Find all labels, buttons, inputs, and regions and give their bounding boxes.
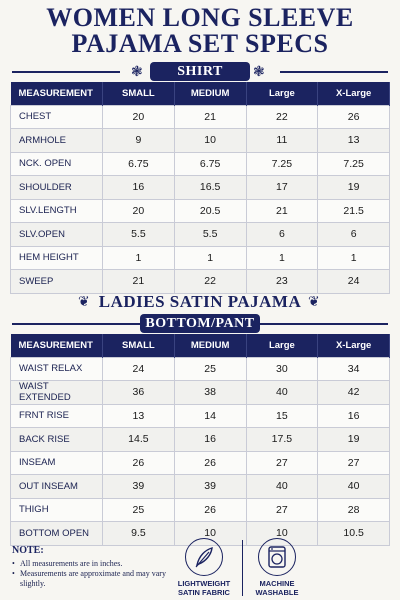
measurement-value: 38 <box>174 381 246 405</box>
table-row <box>11 381 390 405</box>
measurement-value: 39 <box>103 475 175 499</box>
measurement-value: 19 <box>318 176 390 200</box>
divider-line-right <box>260 323 388 325</box>
measurement-value: 21 <box>174 105 246 129</box>
measurement-value: 16 <box>103 176 175 200</box>
table-row <box>11 475 390 499</box>
measurement-label: SHOULDER <box>11 176 103 200</box>
table-row <box>11 105 390 129</box>
measurement-label: CHEST <box>11 105 103 129</box>
measurement-value: 21 <box>246 199 318 223</box>
measurement-value: 14 <box>174 404 246 428</box>
measurement-label: HEM HEIGHT <box>11 246 103 270</box>
measurement-value: 22 <box>174 270 246 294</box>
pant-section-header <box>0 314 400 334</box>
measurement-value: 20.5 <box>174 199 246 223</box>
measurement-label: ARMHOLE <box>11 129 103 153</box>
measurement-value: 1 <box>246 246 318 270</box>
column-header-measurement: MEASUREMENT <box>11 82 103 105</box>
measurement-value: 26 <box>103 451 175 475</box>
measurement-value: 5.5 <box>103 223 175 247</box>
measurement-value: 7.25 <box>246 152 318 176</box>
measurement-value: 39 <box>174 475 246 499</box>
column-header-size: X-Large <box>318 334 390 357</box>
measurement-value: 25 <box>103 498 175 522</box>
measurement-value: 27 <box>246 451 318 475</box>
column-header-size: Large <box>246 334 318 357</box>
column-header-size: SMALL <box>103 334 175 357</box>
measurement-value: 14.5 <box>103 428 175 452</box>
measurement-value: 9.5 <box>103 522 175 546</box>
measurement-label: SLV.LENGTH <box>11 199 103 223</box>
table-row <box>11 270 390 294</box>
measurement-value: 26 <box>318 105 390 129</box>
measurement-value: 17.5 <box>246 428 318 452</box>
table-row <box>11 404 390 428</box>
measurement-value: 16.5 <box>174 176 246 200</box>
column-header-size: X-Large <box>318 82 390 105</box>
measurement-value: 6 <box>246 223 318 247</box>
measurement-value: 6.75 <box>174 152 246 176</box>
measurement-value: 34 <box>318 357 390 381</box>
washing-machine-icon <box>258 538 296 576</box>
measurement-label: WAIST EXTENDED <box>11 381 103 405</box>
measurement-value: 27 <box>246 498 318 522</box>
measurement-label: BACK RISE <box>11 428 103 452</box>
measurement-value: 20 <box>103 199 175 223</box>
care-label-line2: WASHABLE <box>255 588 299 597</box>
measurement-value: 6.75 <box>103 152 175 176</box>
divider-line-right <box>280 71 388 73</box>
pajama-subtitle: LADIES SATIN PAJAMA <box>98 292 302 311</box>
measurement-value: 21.5 <box>318 199 390 223</box>
table-row <box>11 498 390 522</box>
measurement-label: NCK. OPEN <box>11 152 103 176</box>
table-row <box>11 223 390 247</box>
shirt-spec-table <box>10 82 390 294</box>
divider-line-left <box>12 323 140 325</box>
measurement-value: 10 <box>174 522 246 546</box>
measurement-value: 10.5 <box>318 522 390 546</box>
measurement-value: 16 <box>174 428 246 452</box>
measurement-value: 20 <box>103 105 175 129</box>
measurement-value: 9 <box>103 129 175 153</box>
notes-box <box>12 545 182 589</box>
pajama-spec-table <box>10 334 390 546</box>
page-title-line1: WOMEN LONG SLEEVE <box>46 3 354 32</box>
care-label-line1: MACHINE <box>259 579 295 588</box>
measurement-value: 36 <box>103 381 175 405</box>
care-badge-fabric <box>168 538 240 597</box>
column-header-size: MEDIUM <box>174 82 246 105</box>
measurement-label: OUT INSEAM <box>11 475 103 499</box>
measurement-value: 1 <box>174 246 246 270</box>
table-row <box>11 199 390 223</box>
column-header-size: Large <box>246 82 318 105</box>
shirt-section-header <box>0 62 400 82</box>
measurement-label: BOTTOM OPEN <box>11 522 103 546</box>
care-badge-washing <box>241 538 313 597</box>
measurement-value: 17 <box>246 176 318 200</box>
note-item: • All measurements are in inches. <box>12 559 182 569</box>
measurement-label: THIGH <box>11 498 103 522</box>
divider-line-left <box>12 71 120 73</box>
measurement-value: 21 <box>103 270 175 294</box>
measurement-value: 30 <box>246 357 318 381</box>
column-header-size: SMALL <box>103 82 175 105</box>
measurement-label: FRNT RISE <box>11 404 103 428</box>
measurement-value: 26 <box>174 498 246 522</box>
measurement-value: 1 <box>318 246 390 270</box>
leaf-ornament-icon: ❦ <box>78 293 90 309</box>
leaf-ornament-icon: ❦ <box>308 293 320 309</box>
measurement-value: 10 <box>174 129 246 153</box>
measurement-value: 19 <box>318 428 390 452</box>
pant-section-label: BOTTOM/PANT <box>140 314 260 333</box>
snowflake-ornament-icon: ❃ <box>253 63 265 79</box>
measurement-value: 13 <box>103 404 175 428</box>
column-header-size: MEDIUM <box>174 334 246 357</box>
page-title-line2: PAJAMA SET SPECS <box>71 29 329 58</box>
shirt-section-label: SHIRT <box>150 62 250 81</box>
measurement-value: 7.25 <box>318 152 390 176</box>
measurement-value: 6 <box>318 223 390 247</box>
measurement-value: 13 <box>318 129 390 153</box>
measurement-label: SWEEP <box>11 270 103 294</box>
table-header-row <box>11 82 390 105</box>
care-label-line1: LIGHTWEIGHT <box>177 579 231 588</box>
table-row <box>11 357 390 381</box>
measurement-value: 24 <box>103 357 175 381</box>
measurement-value: 25 <box>174 357 246 381</box>
table-row <box>11 129 390 153</box>
feather-icon <box>185 538 223 576</box>
table-row <box>11 176 390 200</box>
snowflake-ornament-icon: ❃ <box>131 63 143 79</box>
measurement-label: SLV.OPEN <box>11 223 103 247</box>
table-header-row <box>11 334 390 357</box>
measurement-value: 40 <box>246 381 318 405</box>
notes-title: NOTE: <box>12 545 44 556</box>
measurement-value: 15 <box>246 404 318 428</box>
measurement-value: 40 <box>246 475 318 499</box>
table-row <box>11 152 390 176</box>
column-header-measurement: MEASUREMENT <box>11 334 103 357</box>
measurement-value: 42 <box>318 381 390 405</box>
table-row <box>11 428 390 452</box>
measurement-label: WAIST RELAX <box>11 357 103 381</box>
measurement-value: 23 <box>246 270 318 294</box>
measurement-value: 10 <box>246 522 318 546</box>
measurement-value: 24 <box>318 270 390 294</box>
table-row <box>11 246 390 270</box>
measurement-value: 26 <box>174 451 246 475</box>
measurement-value: 40 <box>318 475 390 499</box>
note-item: • Measurements are approximate and may vary slightly. <box>12 569 182 589</box>
measurement-label: INSEAM <box>11 451 103 475</box>
measurement-value: 16 <box>318 404 390 428</box>
measurement-value: 28 <box>318 498 390 522</box>
measurement-value: 11 <box>246 129 318 153</box>
measurement-value: 1 <box>103 246 175 270</box>
care-label-line2: SATIN FABRIC <box>178 588 230 597</box>
measurement-value: 27 <box>318 451 390 475</box>
measurement-value: 5.5 <box>174 223 246 247</box>
table-row <box>11 451 390 475</box>
measurement-value: 22 <box>246 105 318 129</box>
